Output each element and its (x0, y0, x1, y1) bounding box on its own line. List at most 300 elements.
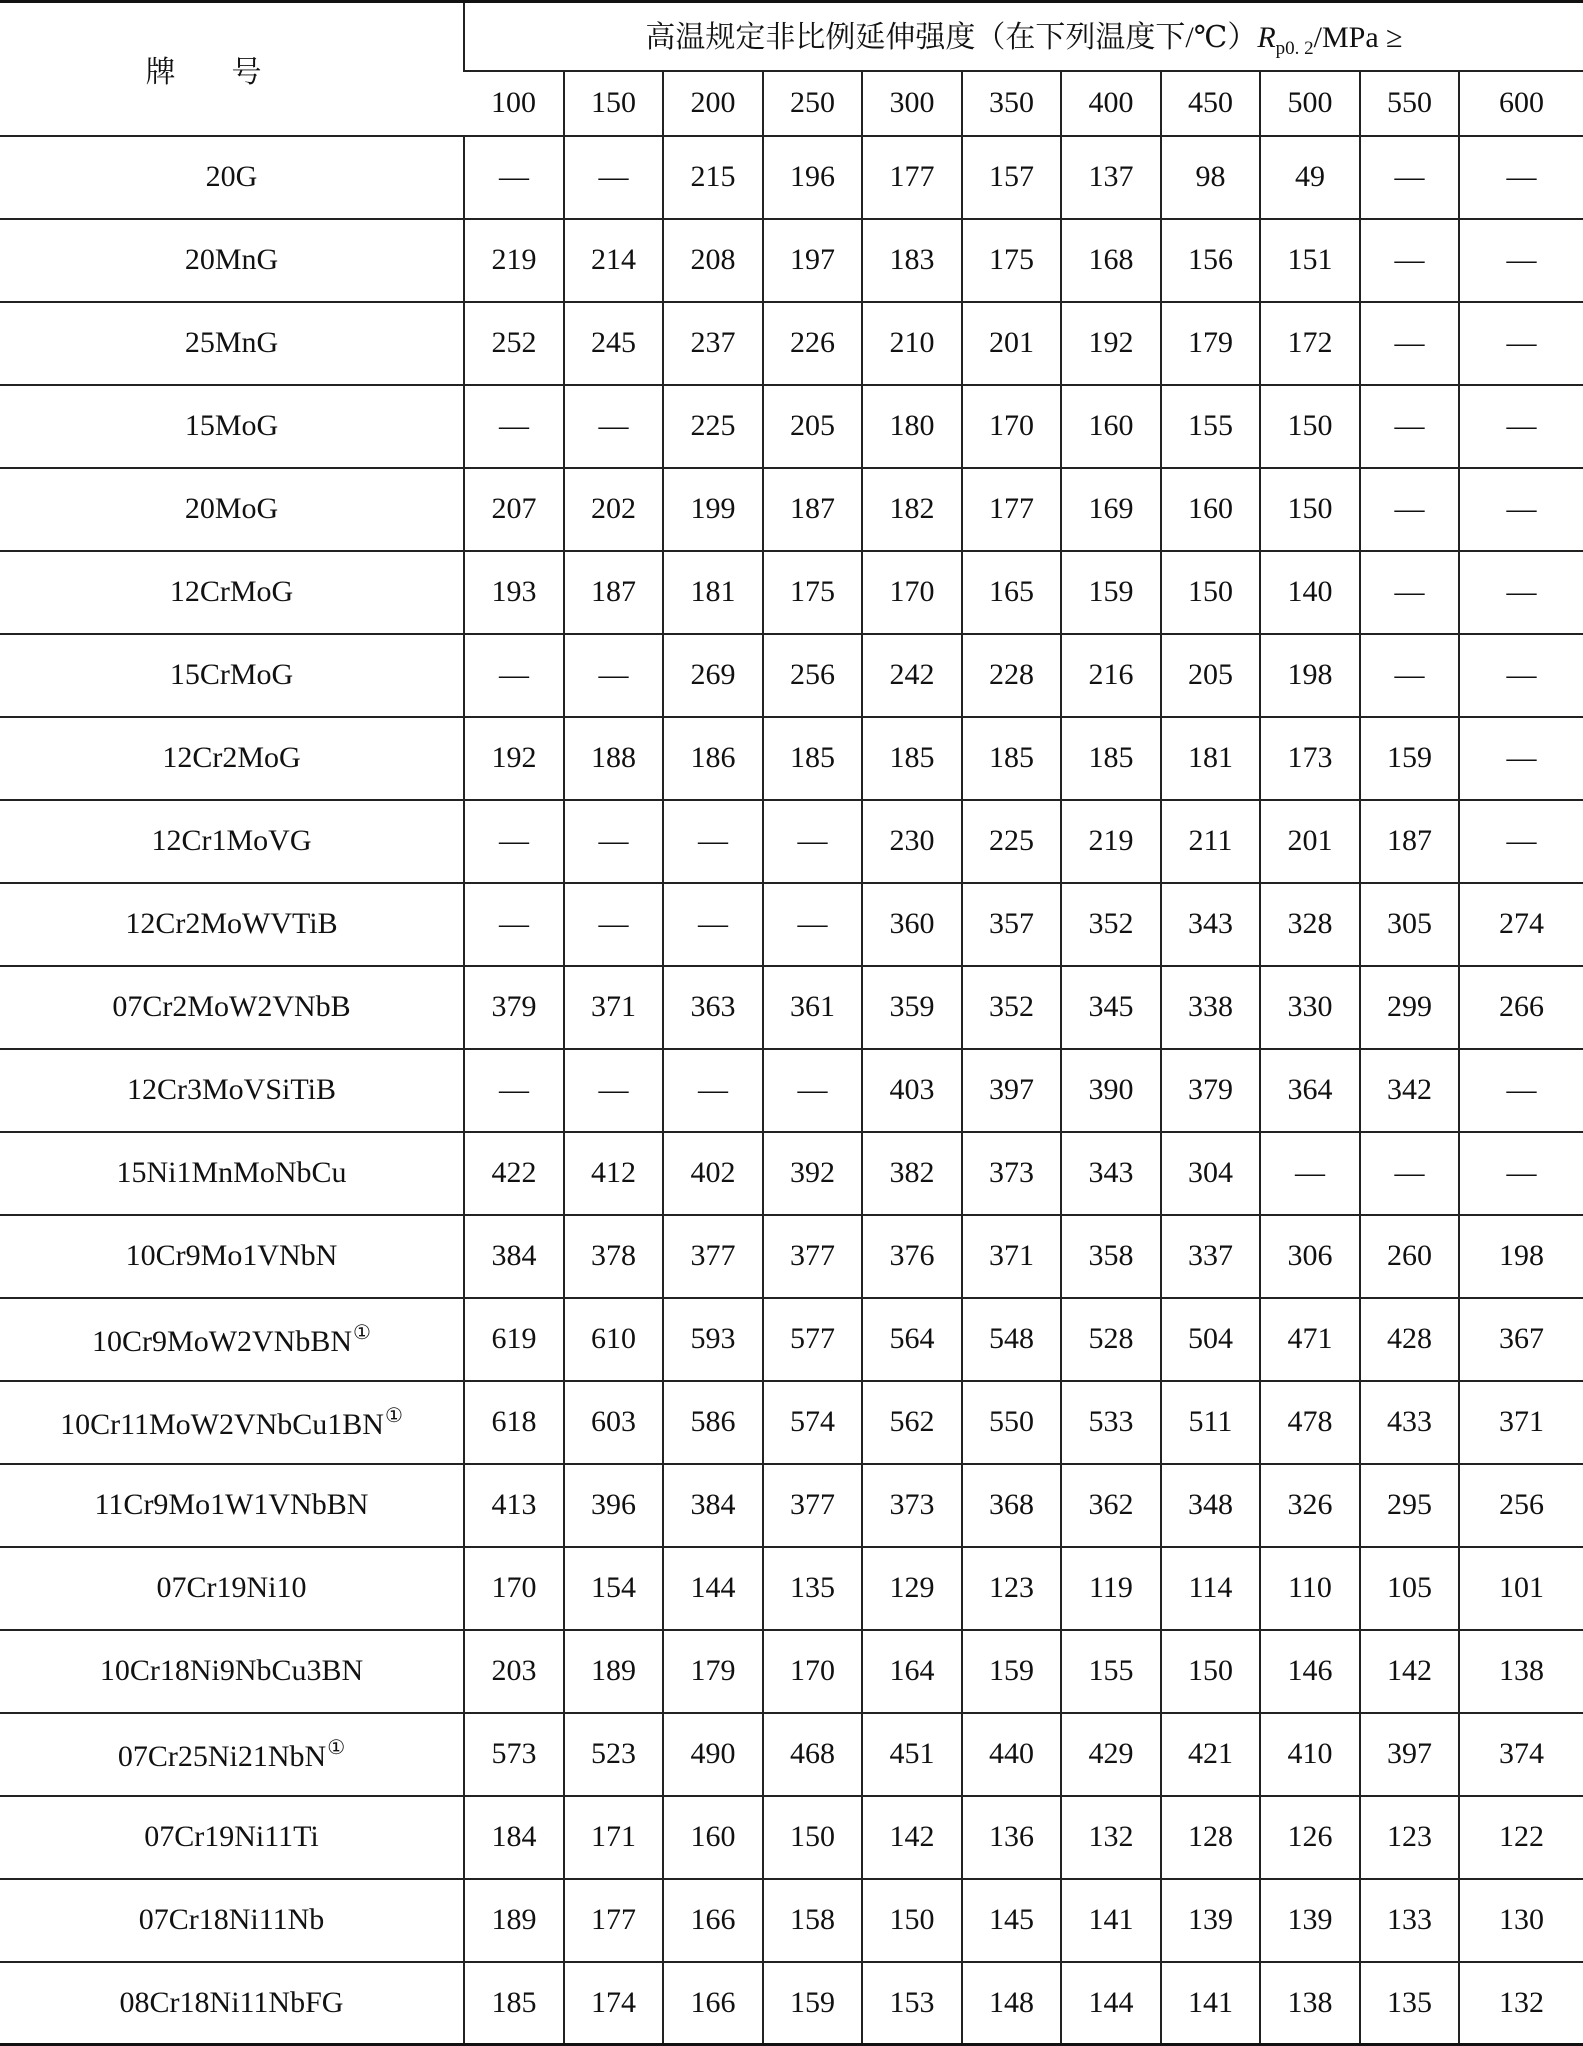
value-cell: 618 (464, 1381, 564, 1464)
value-cell: 150 (862, 1879, 962, 1962)
value-cell: 468 (763, 1713, 862, 1796)
value-cell: 175 (962, 219, 1061, 302)
grade-cell (0, 1049, 464, 1132)
grade-name: 07Cr19Ni10 (156, 1571, 307, 1604)
value-cell: 181 (663, 551, 763, 634)
value-cell: 153 (862, 1962, 962, 2045)
strength-header (464, 2, 1583, 71)
value-cell: 170 (763, 1630, 862, 1713)
value-cell: 225 (663, 385, 763, 468)
value-cell: 135 (763, 1547, 862, 1630)
value-cell: 274 (1459, 883, 1583, 966)
value-cell: 160 (1161, 468, 1260, 551)
value-cell: 214 (564, 219, 663, 302)
value-cell: 305 (1360, 883, 1459, 966)
temperature-header: 400 (1061, 71, 1161, 136)
value-cell: 358 (1061, 1215, 1161, 1298)
value-cell: 230 (862, 800, 962, 883)
value-cell: — (763, 800, 862, 883)
value-cell: 364 (1260, 1049, 1360, 1132)
header-row-title (0, 2, 1583, 71)
value-cell: 343 (1161, 883, 1260, 966)
grade-cell (0, 136, 464, 219)
grade-name: 10Cr9MoW2VNbBN (92, 1324, 353, 1358)
temperature-header: 300 (862, 71, 962, 136)
grade-cell (0, 1547, 464, 1630)
grade-name: 15MoG (184, 409, 279, 442)
value-cell: 128 (1161, 1796, 1260, 1879)
value-cell: 384 (464, 1215, 564, 1298)
table-row (0, 1215, 1583, 1298)
footnote-marker: ① (353, 1321, 371, 1344)
grade-name: 25MnG (184, 326, 279, 359)
value-cell: 150 (1161, 551, 1260, 634)
value-cell: 202 (564, 468, 663, 551)
value-cell: 573 (464, 1713, 564, 1796)
value-cell: 130 (1459, 1879, 1583, 1962)
value-cell: 165 (962, 551, 1061, 634)
value-cell: 252 (464, 302, 564, 385)
value-cell: 166 (663, 1879, 763, 1962)
value-cell: 138 (1260, 1962, 1360, 2045)
value-cell: 136 (962, 1796, 1061, 1879)
value-cell: 123 (962, 1547, 1061, 1630)
value-cell: 390 (1061, 1049, 1161, 1132)
value-cell: — (1459, 800, 1583, 883)
value-cell: 166 (663, 1962, 763, 2045)
value-cell: 352 (962, 966, 1061, 1049)
grade-cell (0, 883, 464, 966)
value-cell: 337 (1161, 1215, 1260, 1298)
value-cell: 402 (663, 1132, 763, 1215)
value-cell: 205 (1161, 634, 1260, 717)
value-cell: — (1360, 219, 1459, 302)
grade-cell (0, 1132, 464, 1215)
value-cell: 359 (862, 966, 962, 1049)
grade-cell (0, 1713, 464, 1796)
value-cell: 225 (962, 800, 1061, 883)
value-cell: 245 (564, 302, 663, 385)
value-cell: — (1459, 302, 1583, 385)
table-row (0, 1796, 1583, 1879)
value-cell: 374 (1459, 1713, 1583, 1796)
value-cell: 397 (1360, 1713, 1459, 1796)
value-cell: — (663, 800, 763, 883)
value-cell: 208 (663, 219, 763, 302)
temperature-header: 100 (464, 71, 564, 136)
grade-cell (0, 1630, 464, 1713)
value-cell: 577 (763, 1298, 862, 1381)
value-cell: 216 (1061, 634, 1161, 717)
value-cell: 373 (862, 1464, 962, 1547)
value-cell: 160 (1061, 385, 1161, 468)
value-cell: 182 (862, 468, 962, 551)
value-cell: 114 (1161, 1547, 1260, 1630)
grade-name: 12Cr3MoVSiTiB (127, 1073, 336, 1106)
value-cell: — (564, 385, 663, 468)
value-cell: 421 (1161, 1713, 1260, 1796)
table-row (0, 468, 1583, 551)
table-row (0, 717, 1583, 800)
value-cell: 174 (564, 1962, 663, 2045)
strength-subscript: p0. 2 (1275, 38, 1314, 60)
value-cell: 159 (1360, 717, 1459, 800)
grade-name: 15CrMoG (169, 658, 294, 691)
value-cell: 164 (862, 1630, 962, 1713)
grade-cell (0, 800, 464, 883)
table-row (0, 551, 1583, 634)
value-cell: 177 (962, 468, 1061, 551)
value-cell: 141 (1161, 1962, 1260, 2045)
grade-name: 08Cr18Ni11NbFG (119, 1985, 344, 2019)
value-cell: 150 (763, 1796, 862, 1879)
value-cell: 377 (763, 1215, 862, 1298)
value-cell: 184 (464, 1796, 564, 1879)
value-cell: 169 (1061, 468, 1161, 551)
value-cell: — (1360, 468, 1459, 551)
value-cell: 205 (763, 385, 862, 468)
value-cell: — (1459, 717, 1583, 800)
value-cell: — (663, 1049, 763, 1132)
value-cell: 156 (1161, 219, 1260, 302)
value-cell: 187 (1360, 800, 1459, 883)
grade-name: 20G (205, 160, 258, 193)
table-row (0, 219, 1583, 302)
value-cell: 378 (564, 1215, 663, 1298)
table-body (0, 136, 1583, 2045)
grade-column-header: 牌号 (0, 2, 464, 136)
grade-cell (0, 1879, 464, 1962)
grade-name: 12Cr2MoG (162, 741, 301, 774)
value-cell: 228 (962, 634, 1061, 717)
value-cell: 119 (1061, 1547, 1161, 1630)
value-cell: 157 (962, 136, 1061, 219)
value-cell: 429 (1061, 1713, 1161, 1796)
value-cell: 478 (1260, 1381, 1360, 1464)
value-cell: 343 (1061, 1132, 1161, 1215)
temperature-header: 150 (564, 71, 663, 136)
value-cell: 132 (1061, 1796, 1161, 1879)
value-cell: — (763, 883, 862, 966)
value-cell: — (1360, 302, 1459, 385)
table-row (0, 1464, 1583, 1547)
value-cell: 179 (1161, 302, 1260, 385)
value-cell: 98 (1161, 136, 1260, 219)
value-cell: 122 (1459, 1796, 1583, 1879)
value-cell: 105 (1360, 1547, 1459, 1630)
value-cell: — (464, 136, 564, 219)
value-cell: 377 (663, 1215, 763, 1298)
value-cell: 451 (862, 1713, 962, 1796)
value-cell: 295 (1360, 1464, 1459, 1547)
value-cell: 151 (1260, 219, 1360, 302)
value-cell: 192 (1061, 302, 1161, 385)
table-row (0, 1630, 1583, 1713)
value-cell: 360 (862, 883, 962, 966)
value-cell: 187 (763, 468, 862, 551)
value-cell: 171 (564, 1796, 663, 1879)
value-cell: 242 (862, 634, 962, 717)
value-cell: 440 (962, 1713, 1061, 1796)
value-cell: — (1360, 1132, 1459, 1215)
value-cell: 189 (464, 1879, 564, 1962)
value-cell: 172 (1260, 302, 1360, 385)
value-cell: 610 (564, 1298, 663, 1381)
value-cell: 142 (1360, 1630, 1459, 1713)
grade-cell (0, 302, 464, 385)
value-cell: 433 (1360, 1381, 1459, 1464)
value-cell: — (1360, 385, 1459, 468)
value-cell: 175 (763, 551, 862, 634)
value-cell: 193 (464, 551, 564, 634)
value-cell: — (1459, 1132, 1583, 1215)
value-cell: 392 (763, 1132, 862, 1215)
grade-cell (0, 468, 464, 551)
table-row (0, 385, 1583, 468)
value-cell: 170 (962, 385, 1061, 468)
grade-cell (0, 385, 464, 468)
value-cell: 345 (1061, 966, 1161, 1049)
value-cell: 377 (763, 1464, 862, 1547)
value-cell: 382 (862, 1132, 962, 1215)
value-cell: — (1360, 136, 1459, 219)
value-cell: 180 (862, 385, 962, 468)
value-cell: 379 (464, 966, 564, 1049)
value-cell: 142 (862, 1796, 962, 1879)
value-cell: 148 (962, 1962, 1061, 2045)
value-cell: 528 (1061, 1298, 1161, 1381)
value-cell: 160 (663, 1796, 763, 1879)
table-row (0, 1962, 1583, 2045)
value-cell: 139 (1260, 1879, 1360, 1962)
table-row (0, 1298, 1583, 1381)
value-cell: 150 (1260, 468, 1360, 551)
value-cell: 362 (1061, 1464, 1161, 1547)
value-cell: 603 (564, 1381, 663, 1464)
value-cell: — (564, 883, 663, 966)
value-cell: 144 (1061, 1962, 1161, 2045)
value-cell: 123 (1360, 1796, 1459, 1879)
value-cell: 256 (1459, 1464, 1583, 1547)
value-cell: — (564, 1049, 663, 1132)
value-cell: 183 (862, 219, 962, 302)
temperature-header: 600 (1459, 71, 1583, 136)
value-cell: 328 (1260, 883, 1360, 966)
value-cell: 155 (1061, 1630, 1161, 1713)
temperature-header: 200 (663, 71, 763, 136)
value-cell: — (564, 800, 663, 883)
grade-name: 10Cr18Ni9NbCu3BN (99, 1654, 364, 1687)
value-cell: 197 (763, 219, 862, 302)
footnote-marker: ① (384, 1404, 403, 1427)
grade-cell (0, 634, 464, 717)
value-cell: 304 (1161, 1132, 1260, 1215)
value-cell: 179 (663, 1630, 763, 1713)
value-cell: 413 (464, 1464, 564, 1547)
value-cell: 299 (1360, 966, 1459, 1049)
value-cell: 338 (1161, 966, 1260, 1049)
grade-name: 15Ni1MnMoNbCu (116, 1156, 347, 1189)
value-cell: 132 (1459, 1962, 1583, 2045)
value-cell: 185 (763, 717, 862, 800)
value-cell: — (1459, 136, 1583, 219)
value-cell: 371 (1459, 1381, 1583, 1464)
value-cell: 198 (1260, 634, 1360, 717)
value-cell: 154 (564, 1547, 663, 1630)
value-cell: 269 (663, 634, 763, 717)
grade-cell (0, 966, 464, 1049)
value-cell: 361 (763, 966, 862, 1049)
table-row (0, 1132, 1583, 1215)
temperature-header: 450 (1161, 71, 1260, 136)
value-cell: 412 (564, 1132, 663, 1215)
grade-cell (0, 1381, 464, 1464)
value-cell: 144 (663, 1547, 763, 1630)
value-cell: 306 (1260, 1215, 1360, 1298)
grade-name: 07Cr2MoW2VNbB (112, 990, 351, 1023)
value-cell: 170 (862, 551, 962, 634)
value-cell: 523 (564, 1713, 663, 1796)
table-row (0, 1713, 1583, 1796)
value-cell: 564 (862, 1298, 962, 1381)
value-cell: 562 (862, 1381, 962, 1464)
grade-cell (0, 717, 464, 800)
table-row (0, 1049, 1583, 1132)
value-cell: 357 (962, 883, 1061, 966)
grade-name: 07Cr25Ni21NbN (117, 1739, 327, 1773)
value-cell: 379 (1161, 1049, 1260, 1132)
value-cell: — (1260, 1132, 1360, 1215)
value-cell: 593 (663, 1298, 763, 1381)
value-cell: 198 (1459, 1215, 1583, 1298)
grade-cell (0, 551, 464, 634)
value-cell: 396 (564, 1464, 663, 1547)
value-cell: 177 (862, 136, 962, 219)
value-cell: 140 (1260, 551, 1360, 634)
value-cell: 403 (862, 1049, 962, 1132)
value-cell: 219 (1061, 800, 1161, 883)
grade-name: 07Cr18Ni11Nb (138, 1903, 325, 1936)
value-cell: 215 (663, 136, 763, 219)
value-cell: — (1459, 468, 1583, 551)
value-cell: 185 (962, 717, 1061, 800)
value-cell: 207 (464, 468, 564, 551)
value-cell: 137 (1061, 136, 1161, 219)
value-cell: 159 (1061, 551, 1161, 634)
value-cell: 141 (1061, 1879, 1161, 1962)
grade-cell (0, 1796, 464, 1879)
grade-name: 10Cr11MoW2VNbCu1BN (60, 1407, 384, 1441)
value-cell: 49 (1260, 136, 1360, 219)
value-cell: 237 (663, 302, 763, 385)
value-cell: — (464, 1049, 564, 1132)
value-cell: 330 (1260, 966, 1360, 1049)
value-cell: 196 (763, 136, 862, 219)
value-cell: — (1360, 634, 1459, 717)
value-cell: — (1360, 551, 1459, 634)
value-cell: 168 (1061, 219, 1161, 302)
strength-unit: /MPa ≥ (1313, 21, 1403, 55)
grade-name: 12Cr1MoVG (151, 824, 312, 857)
grade-name: 11Cr9Mo1W1VNbBN (94, 1488, 369, 1521)
value-cell: 352 (1061, 883, 1161, 966)
value-cell: 159 (763, 1962, 862, 2045)
table-row (0, 136, 1583, 219)
value-cell: 371 (564, 966, 663, 1049)
value-cell: 188 (564, 717, 663, 800)
grade-name: 20MoG (184, 492, 279, 525)
grade-cell (0, 1298, 464, 1381)
value-cell: — (1459, 634, 1583, 717)
value-cell: 155 (1161, 385, 1260, 468)
value-cell: — (663, 883, 763, 966)
value-cell: 201 (962, 302, 1061, 385)
value-cell: 126 (1260, 1796, 1360, 1879)
value-cell: 135 (1360, 1962, 1459, 2045)
value-cell: 158 (763, 1879, 862, 1962)
value-cell: 203 (464, 1630, 564, 1713)
grade-name: 07Cr19Ni11Ti (144, 1820, 319, 1853)
value-cell: 226 (763, 302, 862, 385)
value-cell: 199 (663, 468, 763, 551)
table-row (0, 883, 1583, 966)
value-cell: 201 (1260, 800, 1360, 883)
grade-name: 10Cr9Mo1VNbN (125, 1239, 338, 1272)
table-row (0, 302, 1583, 385)
value-cell: — (1459, 551, 1583, 634)
temperature-header: 500 (1260, 71, 1360, 136)
grade-name: 12Cr2MoWVTiB (125, 907, 338, 940)
value-cell: 181 (1161, 717, 1260, 800)
value-cell: 256 (763, 634, 862, 717)
value-cell: 533 (1061, 1381, 1161, 1464)
value-cell: 189 (564, 1630, 663, 1713)
table-row (0, 966, 1583, 1049)
value-cell: 574 (763, 1381, 862, 1464)
value-cell: 159 (962, 1630, 1061, 1713)
value-cell: 266 (1459, 966, 1583, 1049)
strength-header-prefix: 高温规定非比例延伸强度（在下列温度下/℃） (645, 21, 1258, 55)
value-cell: 504 (1161, 1298, 1260, 1381)
value-cell: 422 (464, 1132, 564, 1215)
value-cell: 186 (663, 717, 763, 800)
value-cell: 173 (1260, 717, 1360, 800)
table-row (0, 800, 1583, 883)
value-cell: 133 (1360, 1879, 1459, 1962)
table-row (0, 1879, 1583, 1962)
grade-cell (0, 1464, 464, 1547)
value-cell: 326 (1260, 1464, 1360, 1547)
value-cell: 219 (464, 219, 564, 302)
value-cell: — (564, 136, 663, 219)
value-cell: 471 (1260, 1298, 1360, 1381)
grade-name: 20MnG (184, 243, 279, 276)
value-cell: 146 (1260, 1630, 1360, 1713)
value-cell: 342 (1360, 1049, 1459, 1132)
value-cell: 368 (962, 1464, 1061, 1547)
value-cell: 410 (1260, 1713, 1360, 1796)
value-cell: 619 (464, 1298, 564, 1381)
value-cell: 185 (464, 1962, 564, 2045)
table-row (0, 634, 1583, 717)
value-cell: 550 (962, 1381, 1061, 1464)
value-cell: 586 (663, 1381, 763, 1464)
value-cell: 185 (862, 717, 962, 800)
value-cell: 139 (1161, 1879, 1260, 1962)
value-cell: 150 (1161, 1630, 1260, 1713)
footnote-marker: ① (327, 1736, 346, 1759)
grade-cell (0, 1215, 464, 1298)
